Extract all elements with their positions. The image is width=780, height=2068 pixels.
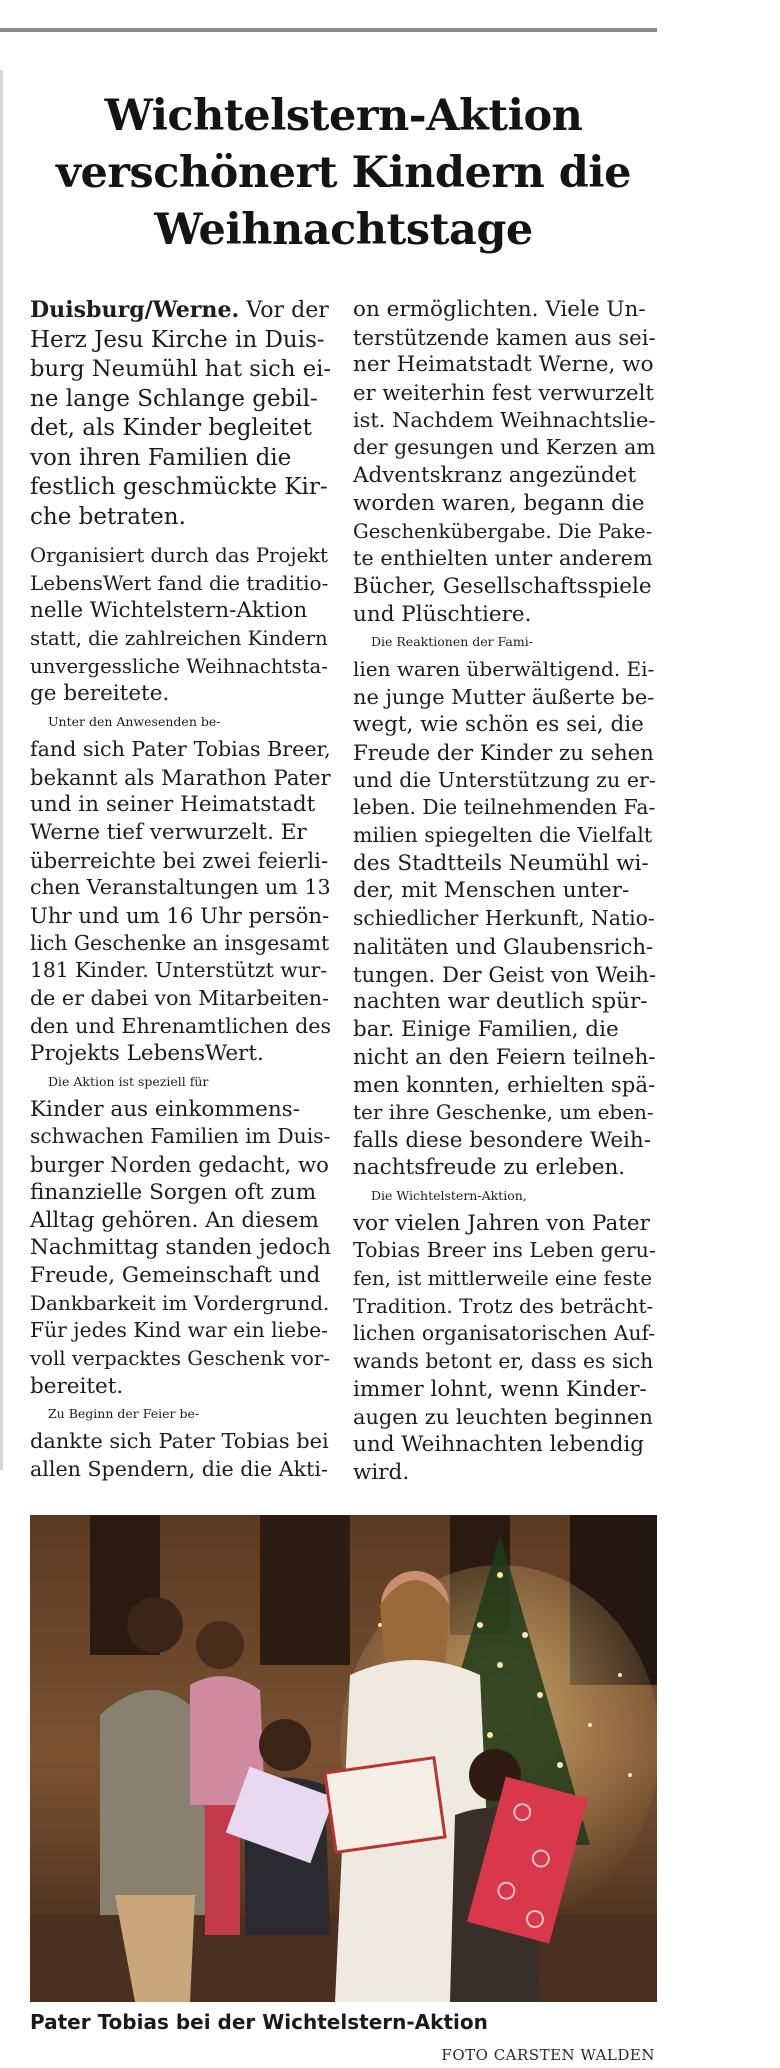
text-line: 181 Kinder. Unterstützt wur- bbox=[30, 958, 328, 983]
text-line: milien spiegelten die Vielfalt bbox=[353, 823, 653, 848]
text-line: de er dabei von Mitarbeiten- bbox=[30, 986, 330, 1010]
text-line: dankte sich Pater Tobias bei bbox=[30, 1429, 329, 1453]
headline-line: Weihnachtstage bbox=[154, 205, 533, 255]
lead-line: festlich geschmückte Kir- bbox=[30, 474, 328, 500]
text-line: Zu Beginn der Feier be- bbox=[48, 1406, 200, 1422]
text-line: wands betont er, dass es sich bbox=[353, 1349, 654, 1374]
text-line: bar. Einige Familien, die bbox=[353, 1016, 619, 1042]
lead-line: det, als Kinder begleitet bbox=[30, 415, 312, 441]
paragraph bbox=[30, 542, 330, 708]
text-line: worden waren, begann die bbox=[353, 490, 645, 516]
lead-line: Herz Jesu Kirche in Duis- bbox=[30, 326, 325, 353]
text-line: allen Spendern, die die Akti- bbox=[30, 1456, 328, 1481]
text-line: Projekts LebensWert. bbox=[30, 1041, 264, 1067]
text-line: Freude der Kinder zu sehen bbox=[353, 740, 654, 765]
text-line: te enthielten unter anderem bbox=[353, 546, 653, 571]
photo-credit: FOTO CARSTEN WALDEN bbox=[441, 2046, 655, 2064]
text-line: augen zu leuchten beginnen bbox=[353, 1404, 653, 1429]
text-line: bekannt als Marathon Pater bbox=[30, 764, 331, 790]
text-line: nachtsfreude zu erleben. bbox=[353, 1155, 626, 1181]
page-edge bbox=[0, 70, 3, 1470]
text-line: immer lohnt, wenn Kinder- bbox=[353, 1376, 647, 1402]
text-line: Die Reaktionen der Fami- bbox=[371, 634, 533, 650]
text-line: Nachmittag standen jedoch bbox=[30, 1235, 331, 1261]
text-line: nalitäten und Glaubensrich- bbox=[353, 933, 654, 959]
text-line: lien waren überwältigend. Ei- bbox=[353, 656, 655, 681]
text-line: schiedlicher Herkunft, Natio- bbox=[353, 906, 655, 931]
text-line: ne junge Mutter äußerte be- bbox=[353, 684, 655, 709]
text-line: ter ihre Geschenke, um eben- bbox=[353, 1099, 654, 1124]
text-line: Für jedes Kind war ein liebe- bbox=[30, 1318, 328, 1343]
text-line: leben. Die teilnehmenden Fa- bbox=[353, 795, 656, 820]
lead-line: burg Neumühl hat sich ei- bbox=[30, 356, 332, 382]
text-line: voll verpacktes Geschenk vor- bbox=[30, 1346, 330, 1370]
text-line: Adventskranz angezündet bbox=[353, 463, 637, 489]
text-line: überreichte bei zwei feierli- bbox=[30, 847, 329, 873]
text-line: vor vielen Jahren von Pater bbox=[353, 1210, 650, 1236]
text-line: falls diese besondere Weih- bbox=[353, 1127, 652, 1153]
headline-line: verschönert Kindern die bbox=[56, 148, 631, 198]
text-line: burger Norden gedacht, wo bbox=[30, 1152, 329, 1178]
text-line: und die Unterstützung zu er- bbox=[353, 767, 656, 792]
text-line: ist. Nachdem Weihnachtslie- bbox=[353, 407, 656, 432]
article-column-left bbox=[30, 296, 330, 1483]
text-line: wegt, wie schön es sei, die bbox=[353, 712, 644, 738]
text-line: unvergessliche Weihnachtsta- bbox=[30, 654, 328, 678]
text-line: Tobias Breer ins Leben geru- bbox=[353, 1238, 656, 1263]
paragraph bbox=[353, 296, 655, 628]
text-line: nicht an den Feiern teilneh- bbox=[353, 1044, 656, 1070]
dateline: Duisburg/Werne. bbox=[30, 297, 240, 323]
text-line: statt, die zahlreichen Kindern bbox=[30, 627, 328, 651]
text-line: nachten war deutlich spür- bbox=[353, 989, 648, 1015]
text-line: lichen organisatorischen Auf- bbox=[353, 1321, 656, 1346]
paragraph bbox=[353, 1182, 655, 1487]
paragraph bbox=[353, 628, 655, 1182]
text-line: men konnten, erhielten spä- bbox=[353, 1072, 656, 1098]
text-line: Geschenkübergabe. Die Pake- bbox=[353, 519, 653, 543]
headline-line: Wichtelstern-Aktion bbox=[104, 91, 583, 141]
lead-paragraph bbox=[30, 296, 330, 532]
text-line: Organisiert durch das Projekt bbox=[30, 544, 328, 567]
text-line: on ermöglichten. Viele Un- bbox=[353, 297, 646, 322]
text-line: fen, ist mittlerweile eine feste bbox=[353, 1267, 652, 1291]
text-line: Unter den Anwesenden be- bbox=[48, 714, 221, 730]
text-line: und Weihnachten lebendig bbox=[353, 1432, 645, 1458]
text-line: bereitet. bbox=[30, 1373, 124, 1399]
text-line: des Stadtteils Neumühl wi- bbox=[353, 850, 649, 876]
text-line: Die Wichtelstern-Aktion, bbox=[371, 1188, 527, 1203]
text-line: terstützende kamen aus sei- bbox=[353, 324, 656, 350]
article-photo bbox=[30, 1515, 657, 2002]
text-line: Bücher, Gesellschaftsspiele bbox=[353, 573, 652, 599]
lead-line: che betraten. bbox=[30, 503, 186, 530]
text-line: Werne tief verwurzelt. Er bbox=[30, 819, 307, 845]
article-headline bbox=[30, 88, 657, 259]
text-line: Dankbarkeit im Vordergrund. bbox=[30, 1290, 330, 1315]
text-line: LebensWert fand die traditio- bbox=[30, 570, 329, 595]
text-line: schwachen Familien im Duis- bbox=[30, 1124, 331, 1149]
text-line: ge bereitete. bbox=[30, 681, 170, 707]
photo-illustration bbox=[30, 1515, 657, 2002]
text-line: finanzielle Sorgen oft zum bbox=[30, 1179, 317, 1205]
text-line: er weiterhin fest verwurzelt bbox=[353, 380, 654, 406]
photo-caption: Pater Tobias bei der Wichtelstern-Aktion bbox=[30, 2010, 488, 2034]
text-line: chen Veranstaltungen um 13 bbox=[30, 875, 331, 900]
text-line: lich Geschenke an insgesamt bbox=[30, 930, 330, 955]
article-column-right bbox=[353, 296, 655, 1487]
text-line: wird. bbox=[353, 1459, 410, 1485]
text-line: und Plüschtiere. bbox=[353, 601, 532, 627]
paragraph bbox=[30, 708, 330, 1068]
lead-line: ne lange Schlange gebil- bbox=[30, 385, 318, 412]
text-line: nelle Wichtelstern-Aktion bbox=[30, 598, 308, 624]
paragraph bbox=[30, 1068, 330, 1400]
lead-line: von ihren Familien die bbox=[30, 444, 292, 471]
text-line: Uhr und um 16 Uhr persön- bbox=[30, 902, 330, 928]
text-line: Freude, Gemeinschaft und bbox=[30, 1262, 321, 1288]
text-line: Kinder aus einkommens- bbox=[30, 1096, 300, 1122]
paragraph bbox=[30, 1400, 330, 1483]
text-line: ner Heimatstadt Werne, wo bbox=[353, 352, 654, 378]
text-line: Tradition. Trotz des beträcht- bbox=[353, 1293, 654, 1318]
text-line: den und Ehrenamtlichen des bbox=[30, 1013, 332, 1038]
text-line: der gesungen und Kerzen am bbox=[353, 435, 656, 460]
text-line: tungen. Der Geist von Weih- bbox=[353, 961, 657, 987]
text-line: fand sich Pater Tobias Breer, bbox=[30, 736, 331, 761]
text-line: Die Aktion ist speziell für bbox=[48, 1074, 209, 1090]
lead-line: Vor der bbox=[239, 297, 329, 323]
top-rule bbox=[0, 28, 657, 32]
text-line: Alltag gehören. An diesem bbox=[30, 1207, 319, 1233]
text-line: der, mit Menschen unter- bbox=[353, 878, 630, 904]
text-line: und in seiner Heimatstadt bbox=[30, 792, 316, 818]
